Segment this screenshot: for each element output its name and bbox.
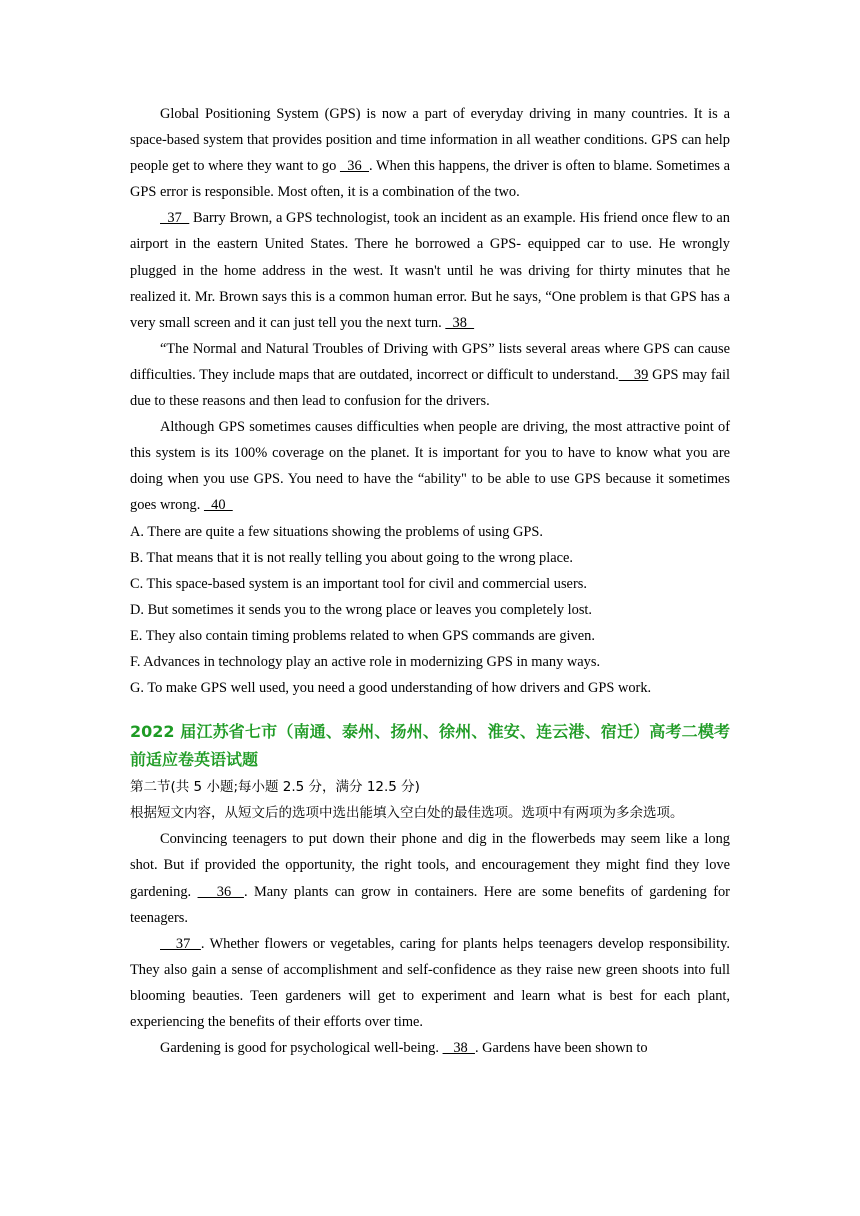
passage1-paragraph-4 [130,414,730,518]
text: Convincing teenagers to put down their phone and dig in the flowerbeds may seem like a long shot. But if provided the opportunity, the right tools, and encouragement they might find they love gardening. [130,831,730,900]
passage1-paragraph-3 [130,336,730,414]
option-d: D. But sometimes it sends you to the wrong place or leaves you completely lost. [130,601,593,618]
option-c: C. This space-based system is an important tool for civil and commercial users. [130,575,587,592]
blank-39: 39 [618,366,649,383]
text: Barry Brown, a GPS technologist, took an incident as an example. His friend once flew to an airport in the eastern United States. There he borrowed a GPS- equipped car to use. He wrongly plugged in the home address in the west. It wasn't until he was driving for thirty minutes that he realized it. Mr. Brown says this is a common human error. But he says, “One problem is that GPS has a very small screen and it can just tell you the next turn. [130,210,730,331]
blank-40: 40 [203,497,233,514]
text: “The Normal and Natural Troubles of Driving with GPS” lists several areas where GPS can cause difficulties. They include maps that are outdated, incorrect or difficult to understand. [130,340,730,383]
option-e: E. They also contain timing problems related to when GPS commands are given. [130,627,595,644]
spacer [130,701,730,718]
passage1-paragraph-2 [130,205,730,335]
blank-38: 38 [445,314,475,331]
passage2-paragraph-2 [130,931,730,1035]
blank-37: 37 [160,935,201,952]
blank-36: 36 [339,158,370,175]
blank-38: 38 [442,1040,475,1057]
document-content [130,101,730,1061]
section-subtitle: 第二节(共 5 小题;每小题 2.5 分，满分 12.5 分) [130,779,420,796]
text: Gardening is good for psychological well-being. [160,1040,443,1057]
blank-37: 37 [160,210,190,227]
passage2-paragraph-3 [130,1035,730,1061]
text: . When this happens, the driver is often to blame. Sometimes a GPS error is responsible. Most often, it is a combination of the two. [130,158,730,201]
text: . Whether flowers or vegetables, caring for plants helps teenagers develop responsibility. They also gain a sense of accomplishment and self-confidence as they raise new green shoots into full blooming beauties. Teen gardeners will get to experiment and learn what is best for each plant, experiencing the benefits of their efforts over time. [130,935,730,1030]
text: Global Positioning System (GPS) is now a part of everyday driving in many countries. It is a space-based system that provides position and time information in all weather conditions. GPS can help people get to where they want to go [130,106,730,175]
text: . Gardens have been shown to [474,1040,648,1057]
passage2-paragraph-1 [130,826,730,930]
option-b: B. That means that it is not really telling you about going to the wrong place. [130,549,573,566]
option-g: G. To make GPS well used, you need a good understanding of how drivers and GPS work. [130,680,652,697]
option-a: A. There are quite a few situations showing the problems of using GPS. [130,523,543,540]
blank-36: 36 [197,883,244,900]
text: . Many plants can grow in containers. Here are some benefits of gardening for teenagers. [130,883,730,926]
section-heading: 2022 届江苏省七市（南通、泰州、扬州、徐州、淮安、连云港、宿迁）高考二模考前适应卷英语试题 [130,722,730,770]
section-instruction: 根据短文内容，从短文后的选项中选出能填入空白处的最佳选项。选项中有两项为多余选项。 [130,805,684,822]
text: Although GPS sometimes causes difficulties when people are driving, the most attractive point of this system is its 100% coverage on the planet. It is important for you to have to know what you are doing when you use GPS. You need to have the “ability" to be able to use GPS because it sometimes goes wrong. [130,419,730,514]
text: GPS may fail due to these reasons and then lead to confusion for the drivers. [130,366,730,410]
option-f: F. Advances in technology play an active role in modernizing GPS in many ways. [130,653,601,670]
passage1-paragraph-1 [130,101,730,205]
